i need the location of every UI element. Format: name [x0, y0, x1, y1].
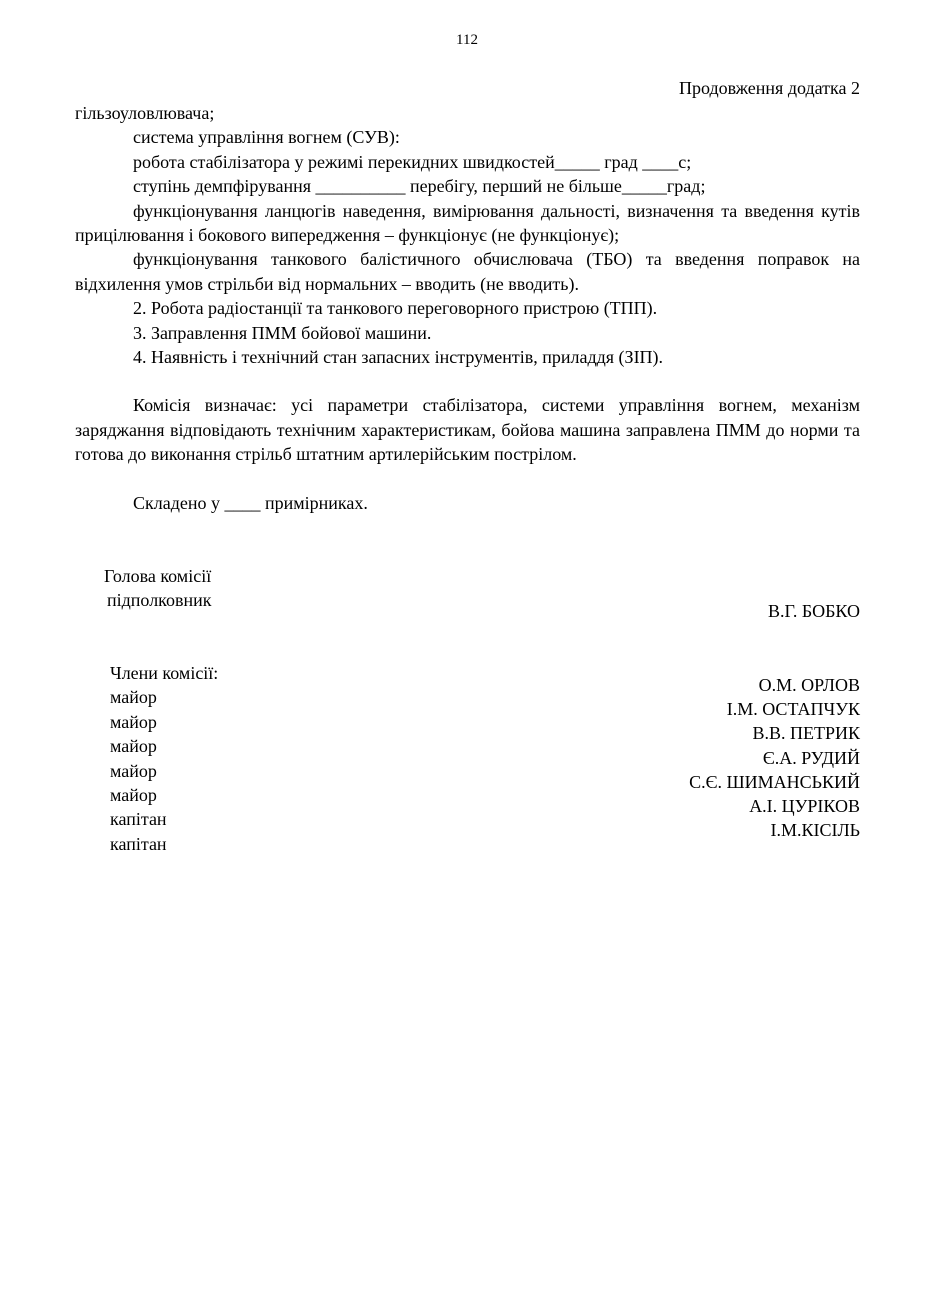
member-rank: капітан: [110, 833, 167, 854]
member-name: І.М.КІСІЛЬ: [770, 820, 860, 841]
document-body: [75, 101, 860, 515]
body-line-cartridge-catcher: гільзоуловлювача;: [75, 103, 215, 123]
chair-rank: підполковник: [107, 590, 212, 610]
member-name: Є.А. РУДИЙ: [762, 747, 860, 768]
page-number: 112: [456, 32, 478, 48]
member-rank: майор: [110, 760, 157, 781]
member-rank: майор: [110, 711, 157, 732]
members-title: Члени комісії:: [110, 663, 219, 683]
body-item-spare-parts: 4. Наявність і технічний стан запасних інструментів, приладдя (ЗІП).: [133, 347, 664, 368]
member-rank: майор: [110, 736, 157, 757]
member-name: С.Є. ШИМАНСЬКИЙ: [689, 771, 860, 792]
member-rank: майор: [110, 687, 157, 708]
member-rank: майор: [110, 785, 157, 806]
body-line-fire-control-system: система управління вогнем (СУВ):: [133, 127, 400, 148]
chair-name: В.Г. БОБКО: [768, 601, 860, 621]
copies-statement: Складено у ____ примірниках.: [133, 492, 368, 513]
paragraph-gap: [75, 467, 860, 491]
chair-block: [104, 564, 212, 612]
members-names-block: [689, 673, 860, 842]
chair-title: Голова комісії: [104, 566, 212, 586]
member-rank: капітан: [110, 809, 167, 830]
member-name: О.М. ОРЛОВ: [758, 675, 860, 695]
body-item-fueling: 3. Заправлення ПММ бойової машини.: [133, 322, 432, 343]
body-item-radio: 2. Робота радіостанції та танкового переговорного пристрою (ТПП).: [133, 298, 658, 319]
commission-conclusion: Комісія визначає: усі параметри стабілізатора, системи управління вогнем, механізм заряджання відповідають технічним характеристикам, бойова машина заправлена ПММ до норми та готова до виконання стрільб штатним артилерійським пострілом.: [75, 395, 860, 465]
members-ranks-block: [110, 661, 218, 856]
body-paragraph-guidance-circuits: функціонування ланцюгів наведення, вимірювання дальності, визначення та введення кутів прицілювання і бокового випередження – функціонує (не функціонує);: [75, 200, 860, 246]
member-name: А.І. ЦУРІКОВ: [749, 796, 860, 817]
member-name: В.В. ПЕТРИК: [752, 723, 860, 744]
body-paragraph-ballistic-computer: функціонування танкового балістичного обчислювача (ТБО) та введення поправок на відхилення умов стрільби від нормальних – вводить (не вводить).: [75, 249, 860, 294]
body-line-stabilizer-speed: робота стабілізатора у режимі перекидних швидкостей_____ град ____с;: [133, 151, 692, 172]
body-line-damping-degree: ступінь демпфірування __________ перебігу, перший не більше_____град;: [133, 176, 706, 197]
member-name: І.М. ОСТАПЧУК: [726, 699, 860, 720]
paragraph-gap: [75, 369, 860, 393]
continuation-label: Продовження додатка 2: [678, 78, 860, 98]
